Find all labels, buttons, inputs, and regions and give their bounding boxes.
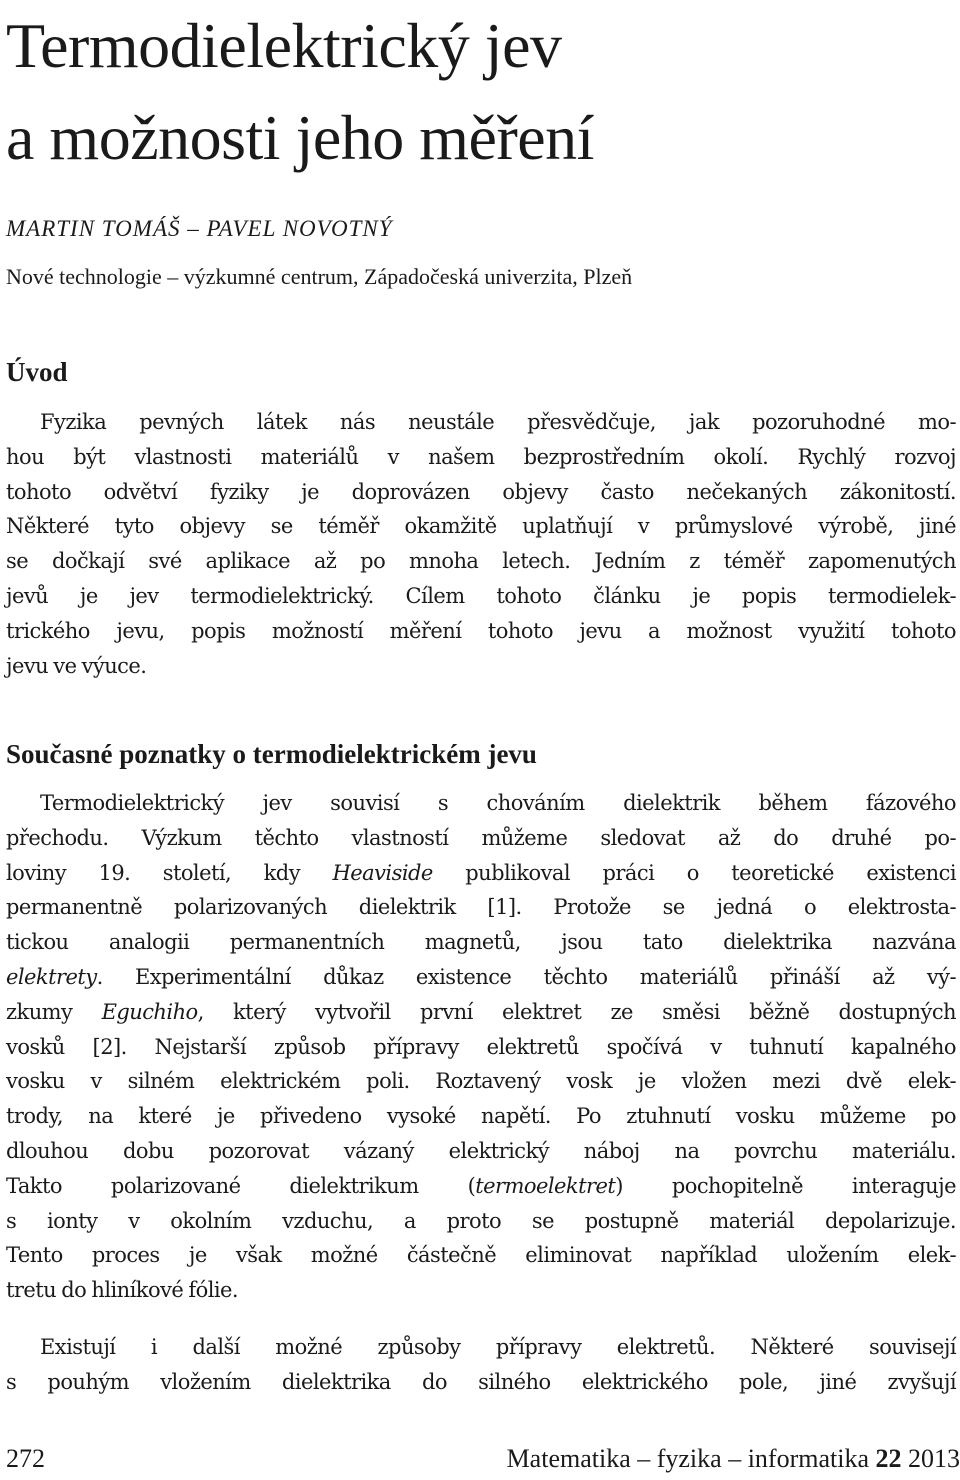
article-title [6, 0, 594, 184]
text-line: přechodu. Výzkum těchto vlastností můžeme sledovat až do druhé po- [6, 825, 956, 850]
text-line [6, 960, 956, 995]
text-line: vosku v silném elektrickém poli. Roztavený vosk je vložen mezi dvě elek- [6, 1069, 956, 1094]
section-heading-soucasne: Současné poznatky o termodielektrickém jevu [6, 739, 537, 769]
article-page [6, 0, 958, 1480]
journal-year: 2013 [908, 1444, 960, 1473]
paragraph-existuji [6, 1330, 956, 1400]
journal-volume: 22 [875, 1444, 902, 1473]
text-fragment: Takto polarizované dielektrikum ( [6, 1173, 476, 1198]
title-line-2: a možnosti jeho měření [6, 102, 594, 173]
text-line: vosků [2]. Nejstarší způsob přípravy elektretů spočívá v tuhnutí kapalného [6, 1034, 956, 1059]
title-line-1: Termodielektrický jev [6, 10, 562, 81]
text-fragment: , který vytvořil první elektret ze směsi běžně dostupných [197, 999, 957, 1024]
text-line: Některé tyto objevy se téměř okamžitě uplatňují v průmyslové výrobě, jiné [6, 514, 956, 539]
text-line [6, 1169, 956, 1204]
text-line: tretu do hliníkové fólie. [6, 1278, 239, 1303]
authors: MARTIN TOMÁŠ – PAVEL NOVOTNÝ [6, 216, 393, 241]
text-line: dlouhou dobu pozorovat vázaný elektrický náboj na povrchu materiálu. [6, 1138, 956, 1163]
paragraph-soucasne [6, 786, 956, 1308]
text-line: Termodielektrický jev souvisí s chováním dielektrik během fázového [40, 791, 956, 815]
name-eguchiho: Eguchiho [101, 999, 198, 1024]
text-line: trického jevu, popis možností měření tohoto jevu a možnost využití tohoto [6, 618, 956, 643]
text-line: Existují i další možné způsoby přípravy elektretů. Některé souvisejí [40, 1335, 956, 1359]
text-line: jevů je jev termodielektrický. Cílem tohoto článku je popis termodielek- [6, 583, 956, 608]
text-line: s pouhým vložením dielektrika do silného elektrického pole, jiné zvyšují [6, 1369, 956, 1394]
text-line: trody, na které je přivedeno vysoké napětí. Po ztuhnutí vosku můžeme po [6, 1104, 956, 1129]
text-line: Tento proces je však možné částečně eliminovat například uložením elek- [6, 1243, 956, 1268]
text-line: s ionty v okolním vzduchu, a proto se postupně materiál depolarizuje. [6, 1208, 956, 1233]
page-footer [6, 1444, 960, 1474]
text-line: Fyzika pevných látek nás neustále přesvědčuje, jak pozoruhodné mo- [40, 410, 956, 434]
text-line: tickou analogii permanentních magnetů, jsou tato dielektrika nazvána [6, 930, 956, 955]
section-heading-uvod: Úvod [6, 357, 68, 387]
text-line: tohoto odvětví fyziky je doprovázen objevy často nečekaných zákonitostí. [6, 479, 956, 504]
name-heaviside: Heaviside [332, 860, 433, 885]
text-line [6, 856, 956, 891]
text-line: hou být vlastnosti materiálů v našem bezprostředním okolí. Rychlý rozvoj [6, 444, 956, 469]
text-fragment: loviny 19. století, kdy [6, 860, 333, 885]
text-fragment: publikoval práci o teoretické existenci [432, 860, 956, 885]
affiliation: Nové technologie – výzkumné centrum, Západočeská univerzita, Plzeň [6, 264, 633, 289]
term-termoelektret: termoelektret [475, 1173, 616, 1198]
text-fragment: zkumy [6, 999, 102, 1024]
text-fragment: . Experimentální důkaz existence těchto materiálů přináší až vý- [96, 964, 956, 989]
page-number: 272 [6, 1444, 45, 1473]
text-line: jevu ve výuce. [6, 653, 147, 678]
text-line: permanentně polarizovaných dielektrik [1]. Protože se jedná o elektrosta- [6, 895, 956, 920]
text-fragment: ) pochopitelně interaguje [615, 1173, 956, 1198]
journal-info [507, 1444, 960, 1474]
text-line: se dočkají své aplikace až po mnoha letech. Jedním z téměř zapomenutých [6, 549, 956, 574]
paragraph-uvod [6, 405, 956, 683]
term-elektrety: elektrety [6, 964, 97, 989]
journal-name: Matematika – fyzika – informatika [506, 1444, 869, 1473]
text-line [6, 995, 956, 1030]
